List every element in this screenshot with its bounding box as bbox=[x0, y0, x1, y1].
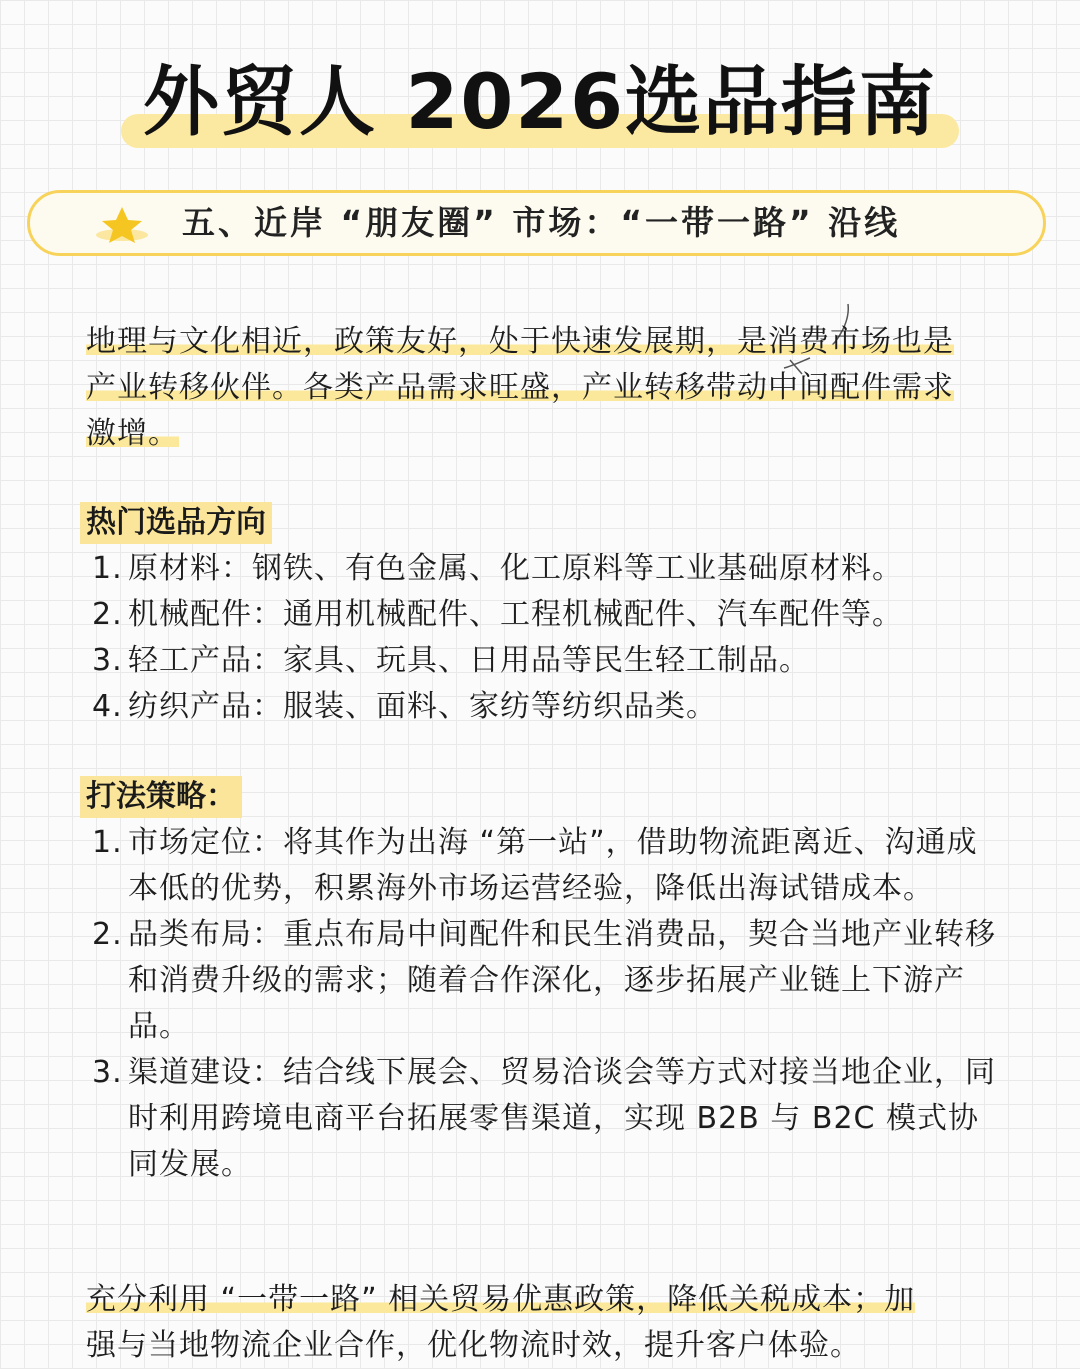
list-item bbox=[92, 684, 997, 730]
item-number: 1. bbox=[92, 825, 123, 860]
list-item bbox=[92, 1050, 997, 1188]
item-number: 4. bbox=[92, 689, 123, 724]
list-item bbox=[92, 592, 997, 638]
list-item bbox=[92, 546, 997, 592]
section-title: 五、近岸 “朋友圈” 市场：“一带一路” 沿线 bbox=[182, 203, 901, 242]
item-text: 纺织产品：服装、面料、家纺等纺织品类。 bbox=[128, 689, 717, 724]
intro-line: 激增。 bbox=[86, 416, 179, 451]
intro-paragraph bbox=[86, 319, 1006, 457]
item-text: 机械配件：通用机械配件、工程机械配件、汽车配件等。 bbox=[128, 597, 903, 632]
list-item bbox=[92, 638, 997, 684]
closing-paragraph bbox=[86, 1277, 1006, 1369]
item-text: 品类布局：重点布局中间配件和民生消费品，契合当地产业转移和消费升级的需求；随着合作深化，逐步拓展产业链上下游产品。 bbox=[128, 917, 996, 1044]
item-text: 轻工产品：家具、玩具、日用品等民生轻工制品。 bbox=[128, 643, 810, 678]
item-number: 3. bbox=[92, 643, 123, 678]
star-icon bbox=[92, 205, 152, 245]
item-number: 1. bbox=[92, 551, 123, 586]
section-banner bbox=[27, 190, 1046, 256]
list-item bbox=[92, 820, 997, 912]
hot-products-heading: 热门选品方向 bbox=[80, 502, 272, 544]
item-text: 原材料：钢铁、有色金属、化工原料等工业基础原材料。 bbox=[128, 551, 903, 586]
item-text: 渠道建设：结合线下展会、贸易洽谈会等方式对接当地企业，同时利用跨境电商平台拓展零售渠道，实现 B2B 与 B2C 模式协同发展。 bbox=[128, 1055, 996, 1182]
title-wrap bbox=[0, 52, 1080, 152]
hot-products-list bbox=[92, 546, 997, 730]
item-number: 2. bbox=[92, 917, 123, 952]
strategy-heading: 打法策略： bbox=[80, 776, 242, 818]
closing-line: 强与当地物流企业合作，优化物流时效，提升客户体验。 bbox=[86, 1328, 861, 1363]
intro-line: 产业转移伙伴。各类产品需求旺盛，产业转移带动中间配件需求 bbox=[86, 370, 954, 405]
strategy-list bbox=[92, 820, 997, 1188]
item-text: 市场定位：将其作为出海 “第一站”，借助物流距离近、沟通成本低的优势，积累海外市场运营经验，降低出海试错成本。 bbox=[128, 825, 978, 906]
list-item bbox=[92, 912, 997, 1050]
item-number: 2. bbox=[92, 597, 123, 632]
item-number: 3. bbox=[92, 1055, 123, 1090]
intro-line: 地理与文化相近，政策友好，处于快速发展期，是消费市场也是 bbox=[86, 324, 954, 359]
page-title: 外贸人 2026选品指南 bbox=[121, 52, 959, 152]
closing-line: 充分利用 “一带一路” 相关贸易优惠政策，降低关税成本；加 bbox=[86, 1282, 916, 1317]
